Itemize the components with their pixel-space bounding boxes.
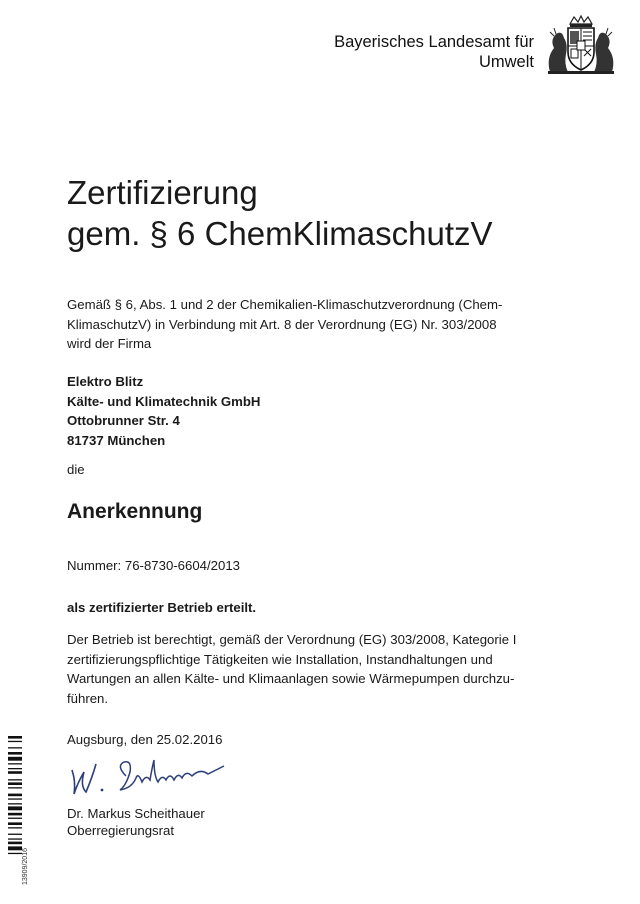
authorization-line-4: führen. — [67, 690, 109, 706]
authorization-line-2: zertifizierungspflichtige Tätigkeiten wie Installation, Instandhaltungen und — [67, 651, 493, 667]
title-line-2: gem. § 6 ChemKlimaschutzV — [67, 215, 493, 252]
certificate-title — [67, 172, 493, 254]
authorization-paragraph — [67, 630, 547, 708]
connector-text: die — [67, 462, 85, 477]
intro-line-3: wird der Firma — [67, 336, 152, 351]
bavarian-coat-of-arms-icon — [540, 14, 622, 76]
intro-line-1: Gemäß § 6, Abs. 1 und 2 der Chemikalien-Klimaschutzverordnung (Chem- — [67, 297, 503, 312]
signer-block — [67, 805, 205, 839]
place-and-date: Augsburg, den 25.02.2016 — [67, 732, 223, 747]
intro-paragraph — [67, 295, 537, 354]
issued-statement: als zertifizierter Betrieb erteilt. — [67, 600, 257, 615]
title-line-1: Zertifizierung — [67, 174, 258, 211]
firm-city: 81737 München — [67, 432, 166, 448]
recognition-heading: Anerkennung — [67, 500, 203, 523]
certificate-number: Nummer: 76-8730-6604/2013 — [67, 558, 241, 573]
firm-address — [67, 372, 260, 450]
issuing-authority — [334, 32, 534, 72]
authority-line-1: Bayerisches Landesamt für — [334, 33, 534, 51]
authorization-line-3: Wartungen an allen Kälte- und Klimaanlagen sowie Wärmepumpen durchzu- — [67, 671, 515, 686]
firm-name-2: Kälte- und Klimatechnik GmbH — [67, 393, 261, 409]
signature-icon — [66, 752, 236, 802]
firm-street: Ottobrunner Str. 4 — [67, 413, 180, 428]
intro-line-2: KlimaschutzV) in Verbindung mit Art. 8 der Verordnung (EG) Nr. 303/2008 — [67, 316, 497, 332]
authority-line-2: Umwelt — [478, 53, 534, 71]
barcode-icon — [8, 736, 22, 886]
authorization-line-1: Der Betrieb ist berechtigt, gemäß der Verordnung (EG) 303/2008, Kategorie I — [67, 632, 517, 647]
firm-name-1: Elektro Blitz — [67, 374, 144, 389]
barcode-number: 13909/2016 — [22, 848, 29, 885]
signer-role: Oberregierungsrat — [67, 823, 175, 838]
signer-name: Dr. Markus Scheithauer — [67, 806, 205, 821]
